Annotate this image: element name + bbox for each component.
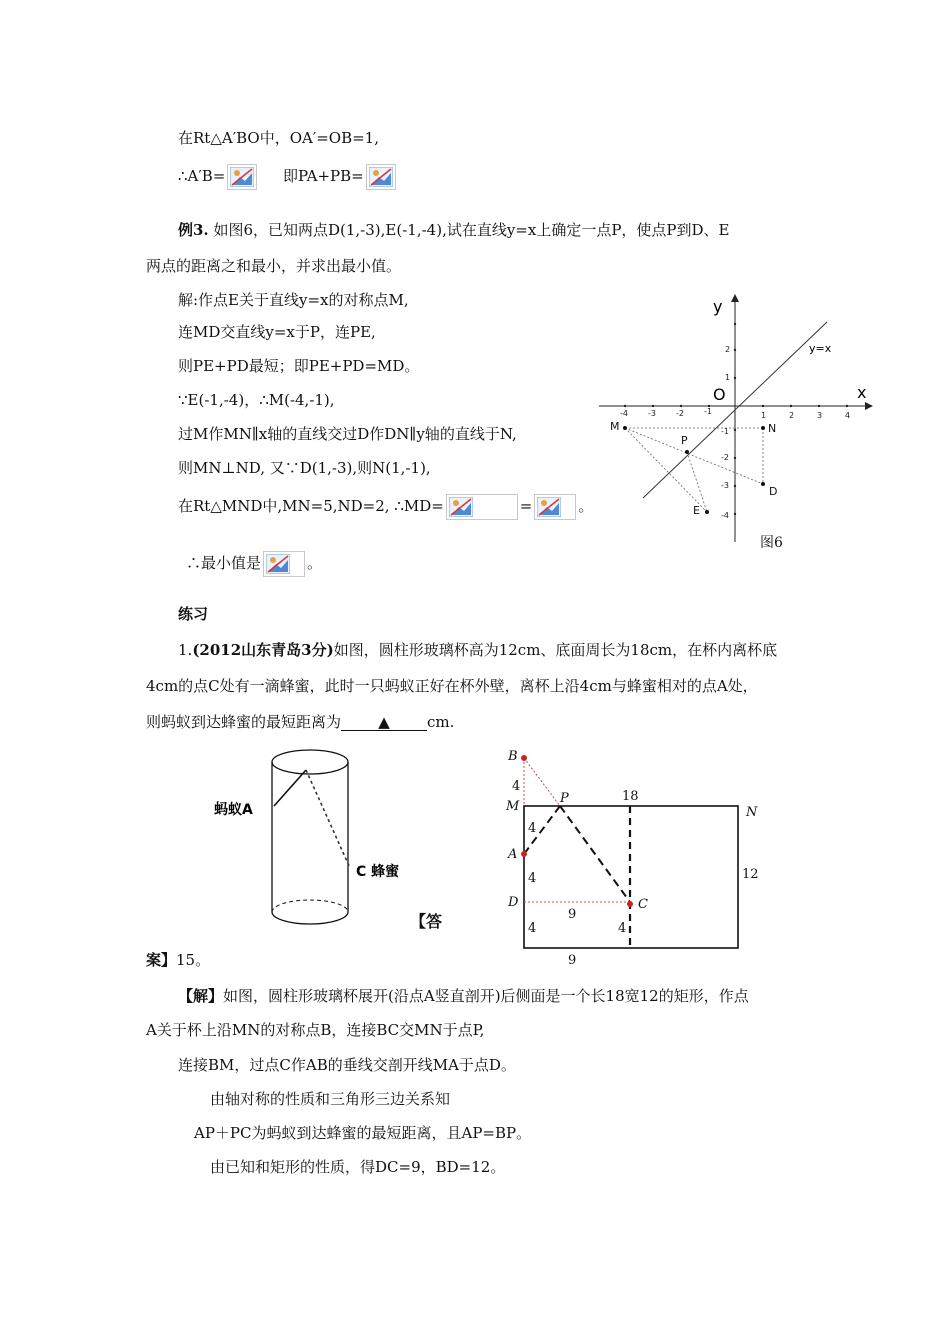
point-m (623, 426, 627, 430)
point-d-label: D (769, 485, 778, 498)
honey-label: C 蜂蜜 (356, 864, 400, 880)
answer-line (146, 950, 210, 970)
answer-label-part1: 【答 (410, 912, 443, 931)
point-m-label: M (610, 420, 620, 433)
practice-1-line2: 4cm的点C处有一滴蜂蜜，此时一只蚂蚁正好在杯外壁，离杯上沿4cm与蜂蜜相对的点A处， (146, 677, 758, 695)
practice-1-question: 则蚂蚁到达蜂蜜的最短距离为 (146, 713, 342, 731)
label-b: B (508, 749, 518, 764)
length-d-bottom: 4 (528, 921, 537, 936)
practice-1-number: 1. (178, 641, 193, 659)
equals-text: = (519, 497, 533, 515)
period-text: 。 (307, 554, 323, 572)
point-d (761, 482, 765, 486)
point-p (685, 450, 689, 454)
answer-unit: cm. (427, 713, 455, 731)
y-tick-dot (734, 377, 736, 379)
label-d: D (508, 895, 519, 910)
practice-heading: 练习 (178, 605, 209, 623)
point-e-label: E (693, 504, 700, 517)
y-tick-dot (734, 457, 736, 459)
example3-line2: 两点的距离之和最小，并求出最小值。 (146, 257, 402, 275)
solution-line-3: 连接BM，过点C作AB的垂线交剖开线MA于点D。 (178, 1056, 516, 1074)
y-tick-label: -3 (721, 481, 729, 490)
y-axis-label: y (713, 297, 723, 316)
x-tick-label: -4 (620, 409, 628, 418)
me-line (625, 428, 707, 512)
x-tick-label: 1 (761, 411, 767, 420)
min-value-line (186, 551, 322, 577)
pa-pb-text: 即PA+PB= (282, 167, 364, 185)
point-e (705, 510, 709, 514)
ant-path-outside (274, 770, 306, 806)
y-tick-label: 1 (725, 373, 731, 382)
point-n (761, 426, 765, 430)
y-tick-dot (734, 513, 736, 515)
cylinder-top (272, 750, 348, 774)
label-c: C (638, 897, 648, 912)
formula-image-icon (534, 494, 576, 520)
practice-1-text: 如图，圆柱形玻璃杯高为12cm、底面周长为18cm，在杯内离杯底 (333, 641, 778, 659)
y-tick-dot (734, 323, 736, 325)
pe-line (687, 452, 707, 512)
y-tick-label: 2 (725, 345, 731, 354)
x-tick-dot (846, 405, 848, 407)
x-tick-dot (818, 405, 820, 407)
solution-line-5: AP＋PC为蚂蚁到达蜂蜜的最短距离，且AP=BP。 (194, 1124, 532, 1142)
length-right: 12 (742, 867, 759, 882)
length-ma: 4 (528, 821, 537, 836)
point-p-label: P (681, 434, 688, 447)
solution-step-7 (178, 494, 593, 520)
x-tick-dot (624, 405, 626, 407)
formula-image-icon (366, 164, 396, 190)
answer-label-part2: 案】 (146, 951, 177, 969)
solution-step-5: 过M作MN∥x轴的直线交过D作DN∥y轴的直线于N, (178, 425, 517, 443)
line-y-equals-x-label: y=x (809, 342, 832, 355)
segment-pc (560, 806, 630, 902)
practice-1-line3 (146, 712, 454, 732)
label-p: P (560, 791, 569, 806)
x-tick-dot (652, 405, 654, 407)
y-axis-arrow (731, 294, 739, 302)
length-bm: 4 (512, 779, 521, 794)
line-rt-aprime-bo: 在Rt△A′BO中，OA′=OB=1, (178, 129, 379, 147)
y-tick-dot (734, 485, 736, 487)
solution-step-4: ∵E(-1,-4)，∴M(-4,-1), (178, 391, 335, 409)
point-a (521, 851, 527, 857)
length-ad: 4 (528, 871, 537, 886)
label-a: A (508, 847, 518, 862)
unfolded-rectangle-figure (500, 744, 770, 970)
formula-image-icon (446, 494, 518, 520)
length-top: 18 (622, 789, 639, 804)
y-tick-label: -2 (721, 453, 729, 462)
example3-text: 如图6，已知两点D(1,-3),E(-1,-4),试在直线y=x上确定一点P，使点P到D、E (213, 221, 730, 239)
practice-1-line1 (178, 640, 777, 660)
label-n: N (746, 805, 758, 820)
practice-1-source: (2012山东青岛3分) (192, 641, 334, 659)
x-tick-label: -3 (648, 409, 656, 418)
answer-blank: ▲ (341, 712, 427, 731)
length-c-bottom: 4 (618, 921, 627, 936)
ant-path-inside (306, 770, 350, 868)
y-tick-dot (734, 429, 736, 431)
line-bp (524, 758, 560, 806)
solution-text: 如图，圆柱形玻璃杯展开(沿点A竖直剖开)后侧面是一个长18宽12的矩形，作点 (223, 987, 749, 1005)
formula-image-icon (263, 551, 305, 577)
example3-label: 例3. (178, 221, 209, 239)
solution-step-2: 连MD交直线y=x于P，连PE, (178, 323, 376, 341)
x-tick-dot (762, 405, 764, 407)
cylinder-bottom-front (272, 912, 348, 924)
solution-line-1 (178, 986, 749, 1006)
min-value-text: ∴最小值是 (186, 554, 262, 572)
x-tick-label: -2 (676, 409, 684, 418)
solution-step-6: 则MN⊥ND, 又∵D(1,-3),则N(1,-1), (178, 459, 431, 477)
cylinder-bottom-back (272, 900, 348, 912)
point-b (521, 755, 527, 761)
length-dc: 9 (568, 907, 577, 922)
point-n-label: N (768, 422, 777, 435)
solution-line-2: A关于杯上沿MN的对称点B，连接BC交MN于点P, (146, 1021, 485, 1039)
line-aprime-b (178, 164, 398, 190)
origin-label: O (713, 385, 726, 404)
answer-value: 15。 (176, 951, 211, 969)
solution-step-3: 则PE+PD最短；即PE+PD=MD。 (178, 357, 420, 375)
formula-image-icon (227, 164, 257, 190)
points (623, 426, 765, 514)
y-tick-label: -4 (721, 511, 729, 520)
x-tick-dot (790, 405, 792, 407)
label-m: M (506, 799, 520, 814)
x-tick-label: 3 (817, 411, 823, 420)
figure-6-caption: 图6 (760, 535, 783, 551)
solution-label: 【解】 (178, 987, 224, 1005)
construction-lines (625, 428, 763, 512)
ant-label: 蚂蚁A (214, 802, 253, 818)
x-axis-arrow (865, 402, 873, 410)
point-c (627, 901, 633, 907)
aprime-b-text: ∴A′B= (178, 167, 226, 185)
md-line (625, 428, 763, 484)
solution-step-1: 解:作点E关于直线y=x的对称点M, (178, 291, 409, 309)
figure-6-coordinate-plane (595, 290, 880, 550)
example3-line1 (178, 220, 730, 240)
x-tick-dot (680, 405, 682, 407)
x-tick-label: -1 (704, 407, 712, 416)
cylinder-figure (210, 740, 420, 930)
solution-line-6: 由已知和矩形的性质，得DC=9，BD=12。 (210, 1158, 506, 1176)
y-tick-dot (734, 349, 736, 351)
x-tick-label: 2 (789, 411, 795, 420)
x-tick-label: 4 (845, 411, 851, 420)
y-tick-label: -1 (721, 427, 729, 436)
period-text: 。 (578, 497, 594, 515)
md-text: 在Rt△MND中,MN=5,ND=2, ∴MD= (178, 497, 444, 515)
solution-line-4: 由轴对称的性质和三角形三边关系知 (210, 1090, 451, 1108)
x-axis-label: x (857, 383, 867, 402)
length-bottom: 9 (568, 953, 577, 968)
